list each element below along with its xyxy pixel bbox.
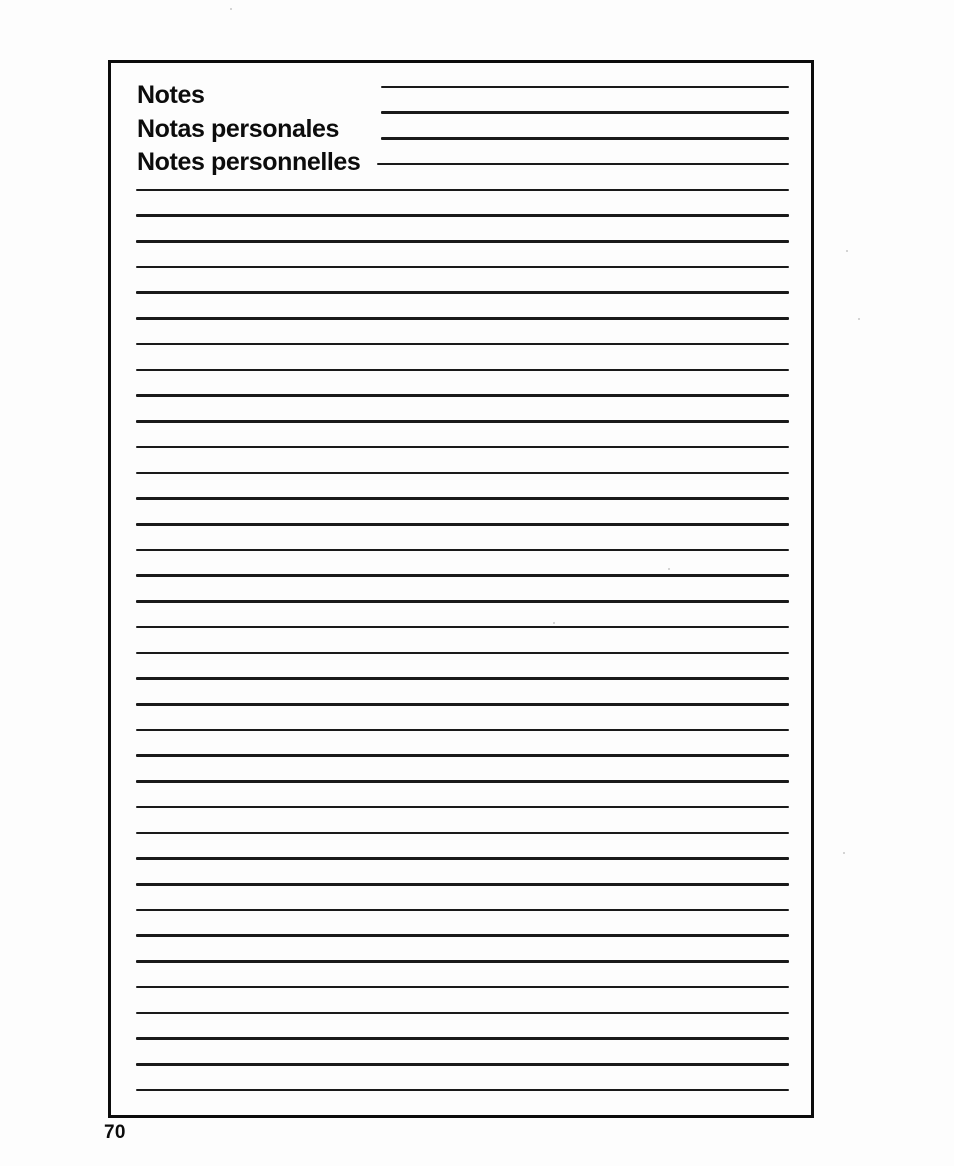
note-rule-line xyxy=(136,729,789,732)
note-rule-line xyxy=(136,266,789,269)
note-rule-line xyxy=(136,317,789,320)
note-rule-line xyxy=(136,420,789,423)
note-rule-line xyxy=(136,369,789,372)
note-rule-line xyxy=(136,214,789,217)
note-rule-line xyxy=(136,523,789,526)
note-rule-line xyxy=(136,677,789,680)
note-rule-line xyxy=(136,780,789,783)
note-rule-line xyxy=(136,497,789,500)
header-rule-line xyxy=(381,86,789,89)
note-rule-line xyxy=(136,857,789,860)
note-rule-line xyxy=(136,883,789,886)
note-rule-line xyxy=(136,1089,789,1092)
note-rule-line xyxy=(136,291,789,294)
note-rule-line xyxy=(136,832,789,835)
note-rule-line xyxy=(136,1012,789,1015)
header-rule-line xyxy=(381,111,789,114)
page-number: 70 xyxy=(104,1122,126,1143)
scan-speck xyxy=(858,318,860,320)
note-rule-line xyxy=(136,472,789,475)
heading-notas-personales-spanish: Notas personales xyxy=(137,114,340,143)
note-rule-line xyxy=(136,240,789,243)
scan-speck xyxy=(668,568,670,570)
note-rule-line xyxy=(136,1063,789,1066)
scan-speck xyxy=(230,8,232,10)
scan-speck xyxy=(553,622,555,624)
note-rule-line xyxy=(136,394,789,397)
scan-speck xyxy=(846,250,848,252)
heading-notes-personnelles-french: Notes personnelles xyxy=(137,148,361,176)
heading-notes-english: Notes xyxy=(137,81,205,109)
note-rule-line xyxy=(136,652,789,655)
note-rule-line xyxy=(136,703,789,706)
note-rule-line xyxy=(136,754,789,757)
note-rule-line xyxy=(136,446,789,449)
note-rule-line xyxy=(136,909,789,912)
note-rule-line xyxy=(136,574,789,577)
note-rule-line xyxy=(136,189,789,192)
note-rule-line xyxy=(136,934,789,937)
note-rule-line xyxy=(136,549,789,552)
notes-heading-block xyxy=(137,79,360,180)
scan-speck xyxy=(843,852,845,854)
note-rule-line xyxy=(136,1037,789,1040)
header-rule-line xyxy=(381,137,789,140)
note-rule-line xyxy=(136,600,789,603)
note-rule-line xyxy=(136,960,789,963)
